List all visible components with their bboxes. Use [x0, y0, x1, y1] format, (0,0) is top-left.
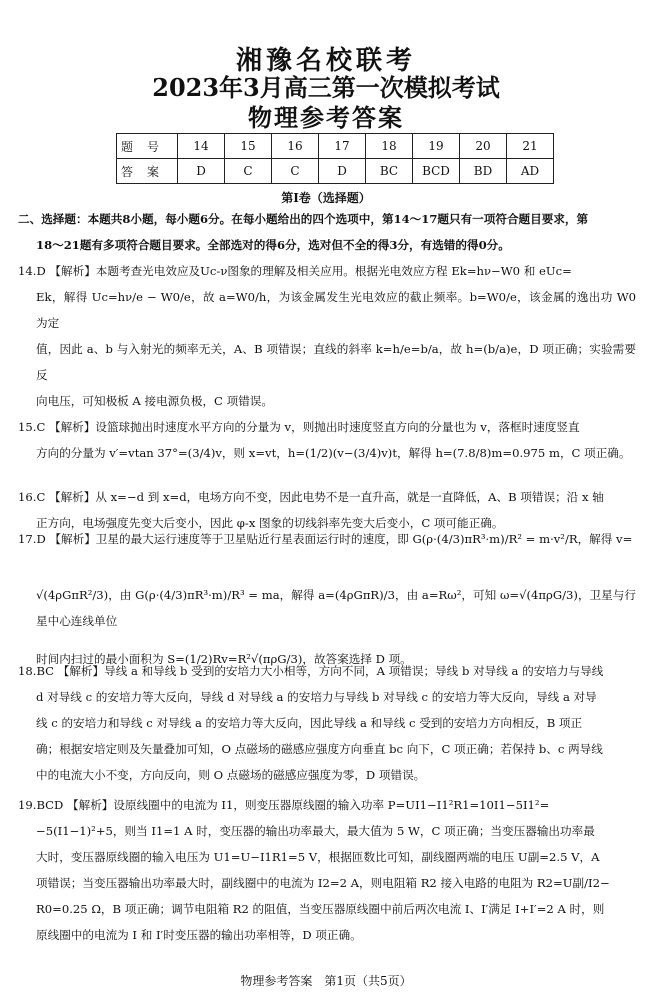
question-number: 16 [272, 134, 319, 159]
section-heading: 第Ⅰ卷（选择题） [281, 191, 371, 205]
q18-explanation [18, 658, 636, 788]
question-number: 14 [178, 134, 225, 159]
q14-explanation [18, 258, 636, 414]
answer-cell: D [178, 159, 225, 184]
q14-line: 向电压，可知极板 A 接电源负极，C 项错误。 [36, 394, 273, 408]
q18-line: 线 c 的安培力和导线 c 对导线 a 的安培力等大反向，因此导线 a 和导线 c 受到的安培力方向相反，B 项正 [36, 716, 583, 730]
school-title: 湘豫名校联考 [235, 46, 416, 76]
q19-explanation [18, 792, 636, 948]
question-number: 15 [225, 134, 272, 159]
answer-cell: C [225, 159, 272, 184]
question-number: 20 [460, 134, 507, 159]
question-number: 19 [413, 134, 460, 159]
q19-line: 项错误；当变压器输出功率最大时，副线圈中的电流为 I2=2 A，则电阻箱 R2 接入电路的电阻为 R2=U副/I2− [36, 876, 610, 890]
answer-cell: D [319, 159, 366, 184]
row-label-answer: 答案 [117, 159, 178, 184]
q18-line: 中的电流大小不变，方向反向，则 O 点磁场的磁感应强度为零，D 项错误。 [36, 768, 426, 782]
q19-line: 原线圈中的电流为 I 和 I′时变压器的输出功率相等，D 项正确。 [36, 928, 362, 942]
subject-title: 物理参考答案 [248, 103, 404, 132]
q18-line: d 对导线 c 的安培力等大反向，导线 d 对导线 a 的安培力与导线 b 对导线 c 的安培力等大反向，导线 a 对导 [36, 690, 597, 704]
question-number: 17 [319, 134, 366, 159]
q18-line: 18.BC 【解析】导线 a 和导线 b 受到的安培力大小相等，方向不同，A 项错误；导线 b 对导线 a 的安培力与导线 [18, 664, 604, 678]
q15-line: 方向的分量为 v′=vtan 37°=(3/4)v，则 x=vt，h=(1/2)(v−(3/4)v)t，解得 h=(7.8/8)m=0.975 m，C 项正确。 [36, 446, 631, 460]
q19-line: R0=0.25 Ω，B 项正确；调节电阻箱 R2 的阻值，当变压器原线圈中前后两次电流 I、I′满足 I+I′=2 A 时，则 [36, 902, 605, 916]
q14-line: 14.D 【解析】本题考查光电效应及Uc-ν图象的理解及相关应用。根据光电效应方程 Ek=hν−W0 和 eUc= [18, 264, 572, 278]
exam-title: 2023年3月高三第一次模拟考试 [152, 73, 500, 102]
answer-cell: AD [507, 159, 554, 184]
question-number: 18 [366, 134, 413, 159]
answer-table [116, 133, 554, 184]
q16-line: 16.C 【解析】从 x=−d 到 x=d，电场方向不变，因此电势不是一直升高，就是一直降低，A、B 项错误；沿 x 轴 [18, 490, 604, 504]
q15-explanation [18, 414, 636, 466]
q17-line: √(4ρGπR²/3)，由 G(ρ·(4/3)πR³·m)/R³ = ma，解得 a=(4ρGπR)/3，由 a=Rω²，可知 ω=√(4πρG/3)，卫星与行星中心连线单位 [36, 588, 636, 628]
q17-line: 17.D 【解析】卫星的最大运行速度等于卫星贴近行星表面运行时的速度，即 G(ρ·(4/3)πR³·m)/R² = m·v²/R，解得 v= [18, 532, 633, 546]
q19-line: −5(I1−1)²+5，则当 I1=1 A 时，变压器的输出功率最大，最大值为 5 W，C 项正确；当变压器输出功率最 [36, 824, 595, 838]
q14-line: 值，因此 a、b 与入射光的频率无关，A、B 项错误；直线的斜率 k=h/e=b/a，故 h=(b/a)e，D 项正确；实验需要反 [36, 342, 636, 382]
answer-table-number-row [117, 134, 554, 159]
row-label-number: 题号 [117, 134, 178, 159]
q16-line: 正方向，电场强度先变大后变小，因此 φ-x 图象的切线斜率先变大后变小，C 项可能正确。 [36, 516, 504, 530]
question-number: 21 [507, 134, 554, 159]
intro-line: 18～21题有多项符合题目要求。全部选对的得6分，选对但不全的得3分，有选错的得0分。 [36, 238, 510, 252]
q17-line: 时间内扫过的最小面积为 S=(1/2)Rv=R²√(πρG/3)，故答案选择 D 项。 [36, 652, 412, 666]
answer-cell: BC [366, 159, 413, 184]
intro-paragraph [18, 206, 636, 258]
intro-line: 二、选择题：本题共8小题，每小题6分。在每小题给出的四个选项中，第14～17题只有一项符合题目要求，第 [18, 212, 589, 226]
answer-table-answer-row [117, 159, 554, 184]
answer-cell: BCD [413, 159, 460, 184]
answer-cell: C [272, 159, 319, 184]
q18-line: 确；根据安培定则及矢量叠加可知，O 点磁场的磁感应强度方向垂直 bc 向下，C 项正确；若保持 b、c 两导线 [36, 742, 603, 756]
answer-cell: BD [460, 159, 507, 184]
q17-explanation [18, 526, 636, 672]
q19-line: 19.BCD 【解析】设原线圈中的电流为 I1，则变压器原线圈的输入功率 P=UI1−I1²R1=10I1−5I1²= [18, 798, 550, 812]
q15-line: 15.C 【解析】设篮球抛出时速度水平方向的分量为 v，则抛出时速度竖直方向的分量也为 v，落框时速度竖直 [18, 420, 580, 434]
q14-line: Ek，解得 Uc=hν/e − W0/e，故 a=W0/h，为该金属发生光电效应的截止频率。b=W0/e，该金属的逸出功 W0 为定 [36, 290, 636, 330]
q19-line: 大时，变压器原线圈的输入电压为 U1=U−I1R1=5 V，根据匝数比可知，副线圈两端的电压 U副=2.5 V，A [36, 850, 600, 864]
page-footer: 物理参考答案 第1页（共5页） [240, 974, 412, 988]
